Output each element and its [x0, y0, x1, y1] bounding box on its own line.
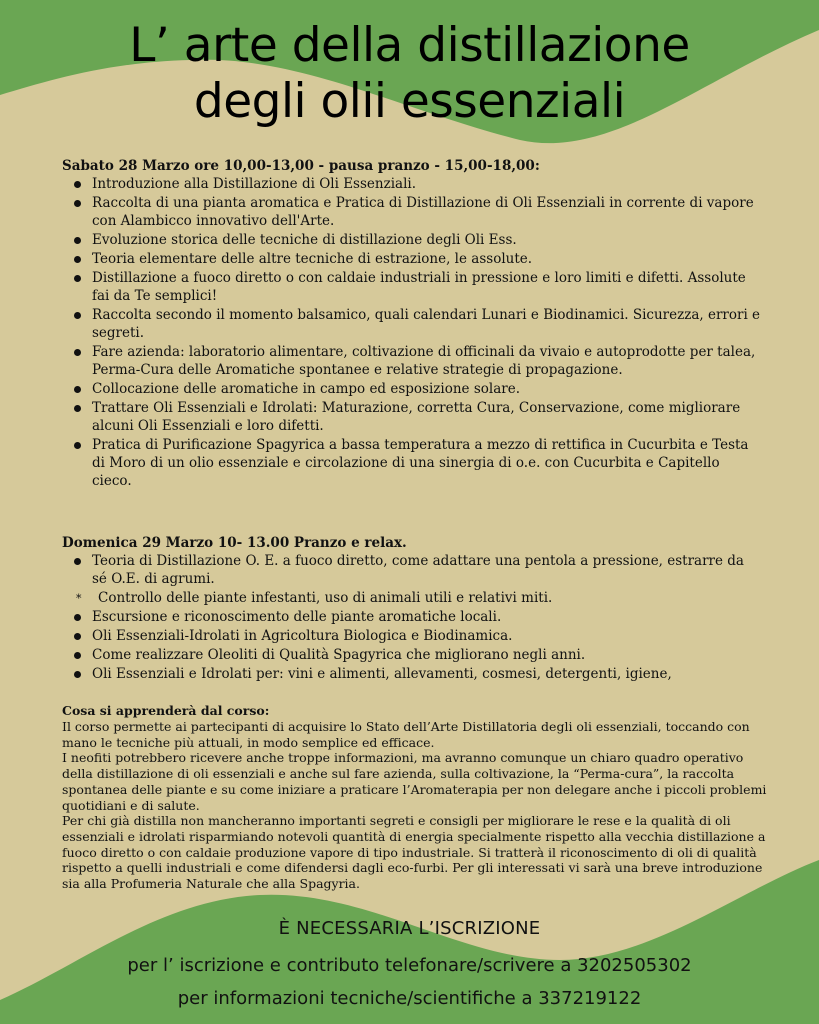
list-item: Escursione e riconoscimento delle piante aromatiche locali.	[62, 608, 762, 626]
list-item: Raccolta di una pianta aromatica e Pratica di Distillazione di Oli Essenziali in corrente di vapore con Alambicco innovativo dell'Arte.	[62, 194, 762, 230]
list-item: Teoria di Distillazione O. E. a fuoco diretto, come adattare una pentola a pressione, estrarre da sé O.E. di agrumi.	[62, 552, 762, 588]
sunday-list	[62, 552, 762, 683]
list-item: Trattare Oli Essenziali e Idrolati: Maturazione, corretta Cura, Conservazione, come migliorare alcuni Oli Essenziali e loro difetti.	[62, 399, 762, 435]
list-item: * Controllo delle piante infestanti, uso di animali utili e relativi miti.	[62, 589, 762, 607]
list-item: Oli Essenziali-Idrolati in Agricoltura Biologica e Biodinamica.	[62, 627, 762, 645]
list-item: Collocazione delle aromatiche in campo ed esposizione solare.	[62, 380, 762, 398]
sunday-heading: Domenica 29 Marzo 10- 13.00 Pranzo e relax.	[62, 535, 407, 551]
list-item: Come realizzare Oleoliti di Qualità Spagyrica che migliorano negli anni.	[62, 646, 762, 664]
list-item: Distillazione a fuoco diretto o con caldaie industriali in pressione e loro limiti e difetti. Assolute fai da Te semplici!	[62, 269, 762, 305]
list-item: Evoluzione storica delle tecniche di distillazione degli Oli Ess.	[62, 231, 762, 249]
list-item: Oli Essenziali e Idrolati per: vini e alimenti, allevamenti, cosmesi, detergenti, igiene,	[62, 665, 762, 683]
registration-contact: per l’ iscrizione e contributo telefonare/scrivere a 3202505302	[127, 955, 692, 976]
sunday-section	[62, 534, 762, 684]
list-item: Teoria elementare delle altre tecniche di estrazione, le assolute.	[62, 250, 762, 268]
saturday-section	[62, 157, 762, 491]
list-item: Pratica di Purificazione Spagyrica a bassa temperatura a mezzo di rettifica in Cucurbita e Testa di Moro di un olio essenziale e circolazione di una sinergia di o.e. con Cucurbita e Capitello cieco.	[62, 436, 762, 490]
course-paragraph: I neofiti potrebbero ricevere anche troppe informazioni, ma avranno comunque un chiaro quadro operativo della distillazione di oli essenziali e anche sul fare azienda, sulla coltivazione, la “Perma-cura”, la raccolta spontanea delle piante e su come iniziare a praticare l’Aromaterapia per non delegare anche i piccoli problemi quotidiani e di salute.	[62, 750, 767, 813]
course-paragraph: Il corso permette ai partecipanti di acquisire lo Stato dell’Arte Distillatoria degli oli essenziali, toccando con mano le tecniche più attuali, in modo semplice ed efficace.	[62, 719, 750, 750]
title-line-1: L’ arte della distillazione	[129, 18, 690, 73]
list-item: Introduzione alla Distillazione di Oli Essenziali.	[62, 175, 762, 193]
list-item: Raccolta secondo il momento balsamico, quali calendari Lunari e Biodinamici. Sicurezza, errori e segreti.	[62, 306, 762, 342]
course-heading: Cosa si apprenderà dal corso:	[62, 703, 270, 718]
registration-required: È NECESSARIA L’ISCRIZIONE	[278, 918, 541, 939]
title-line-2: degli olii essenziali	[193, 74, 626, 129]
saturday-heading: Sabato 28 Marzo ore 10,00-13,00 - pausa pranzo - 15,00-18,00:	[62, 158, 540, 174]
page-title	[0, 18, 819, 130]
list-item: Fare azienda: laboratorio alimentare, coltivazione di officinali da vivaio e autoprodotte per talea, Perma-Cura delle Aromatiche spontanee e relative strategie di propagazione.	[62, 343, 762, 379]
course-section	[62, 703, 772, 892]
course-paragraph: Per chi già distilla non mancheranno importanti segreti e consigli per migliorare le rese e la qualità di oli essenziali e idrolati risparmiando notevoli quantità di energia specialmente rispetto alla vecchia distillazione a fuoco diretto o con caldaie produzione vapore di tipo industriale. Si tratterà il riconoscimento di oli di qualità rispetto a quelli industriali e come difendersi dagli eco-furbi. Per gli interessati vi sarà una breve introduzione sia alla Profumeria Naturale che alla Spagyria.	[62, 813, 766, 892]
saturday-list	[62, 175, 762, 490]
technical-contact: per informazioni tecniche/scientifiche a 337219122	[177, 988, 642, 1009]
